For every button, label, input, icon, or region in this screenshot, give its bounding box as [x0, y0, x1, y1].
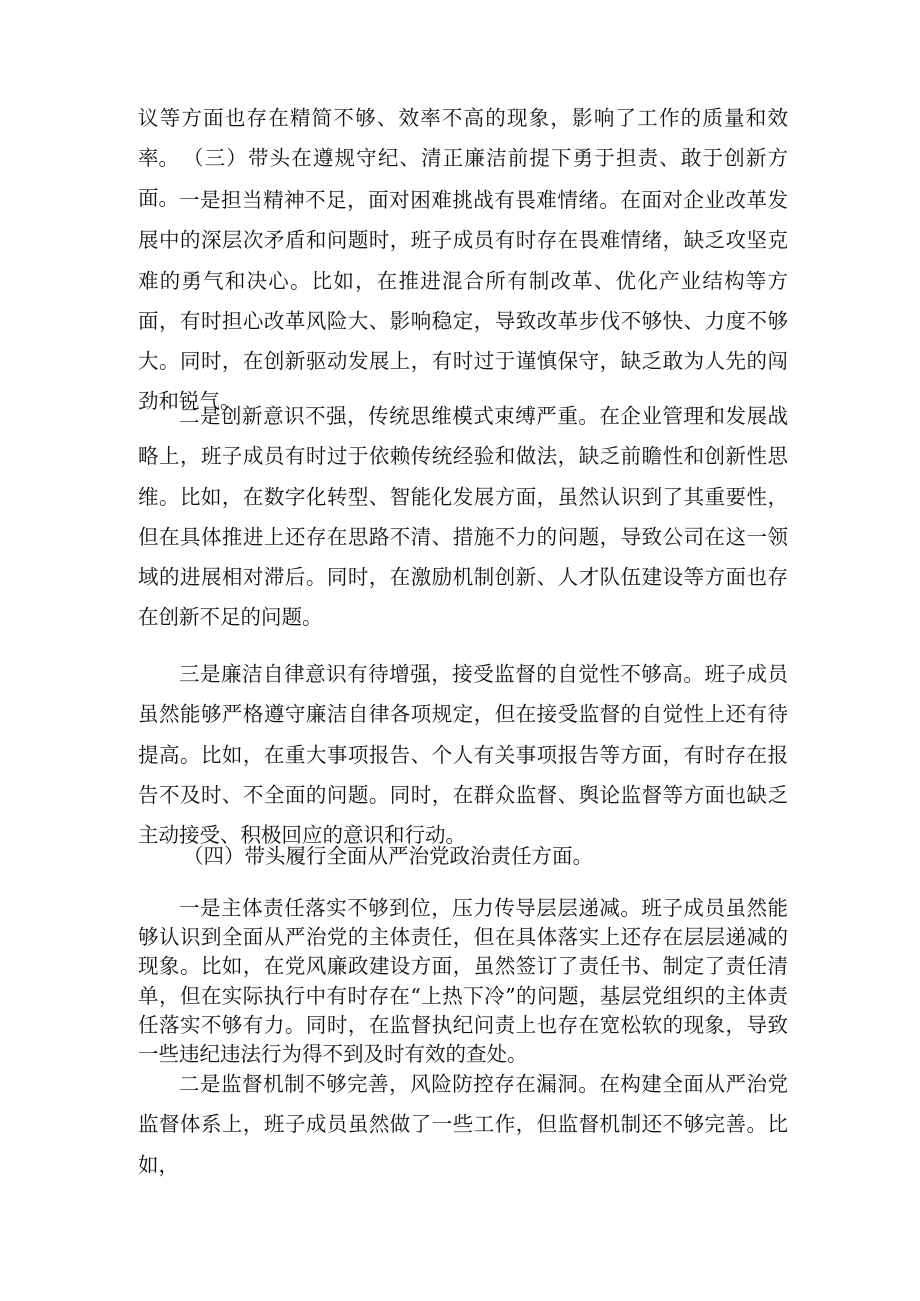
paragraph-4-1: 一是主体责任落实不够到位，压力传导层层递减。班子成员虽然能够认识到全面从严治党的主体责任，但在具体落实上还存在层层递减的现象。比如，在党风廉政建设方面，虽然签订了责任书、制定了责任清单，但在实际执行中有时存在“上热下冷”的问题，基层党组织的主体责任落实不够有力。同时，在监督执纪问责上也存在宽松软的现象，导致一些违纪违法行为得不到及时有效的查处。: [138, 896, 788, 1067]
paragraph-continuation: 议等方面也存在精简不够、效率不高的现象，影响了工作的质量和效率。: [138, 106, 788, 171]
paragraph-3-1: 一是担当精神不足，面对困难挑战有畏难情绪。在面对企业改革发展中的深层次矛盾和问题时，班子成员有时存在畏难情绪，缺乏攻坚克难的勇气和决心。比如，在推进混合所有制改革、优化产业结构等方面，有时担心改革风险大、影响稳定，导致改革步伐不够快、力度不够大。同时，在创新驱动发展上，有时过于谨慎保守，缺乏敢为人先的闯劲和锐气。: [138, 188, 788, 414]
section-heading-3: （三）带头在遵规守纪、清正廉洁前提下勇于担责、敢于创新方面。: [138, 146, 788, 211]
section-heading-4: （四）带头履行全面从严治党政治责任方面。: [183, 844, 593, 868]
paragraph-3-2: 二是创新意识不强，传统思维模式束缚严重。在企业管理和发展战略上，班子成员有时过于依赖传统经验和做法，缺乏前瞻性和创新性思维。比如，在数字化转型、智能化发展方面，虽然认识到了其重要性，但在具体推进上还存在思路不清、措施不力的问题，导致公司在这一领域的进展相对滞后。同时，在激励机制创新、人才队伍建设等方面也存在创新不足的问题。: [138, 404, 788, 630]
paragraph-4-2: 二是监督机制不够完善，风险防控存在漏洞。在构建全面从严治党监督体系上，班子成员虽然做了一些工作，但监督机制还不够完善。比如，: [138, 1072, 788, 1177]
paragraph-3-3: 三是廉洁自律意识有待增强，接受监督的自觉性不够高。班子成员虽然能够严格遵守廉洁自律各项规定，但在接受监督的自觉性上还有待提高。比如，在重大事项报告、个人有关事项报告等方面，有时存在报告不及时、不全面的问题。同时，在群众监督、舆论监督等方面也缺乏主动接受、积极回应的意识和行动。: [138, 662, 788, 848]
